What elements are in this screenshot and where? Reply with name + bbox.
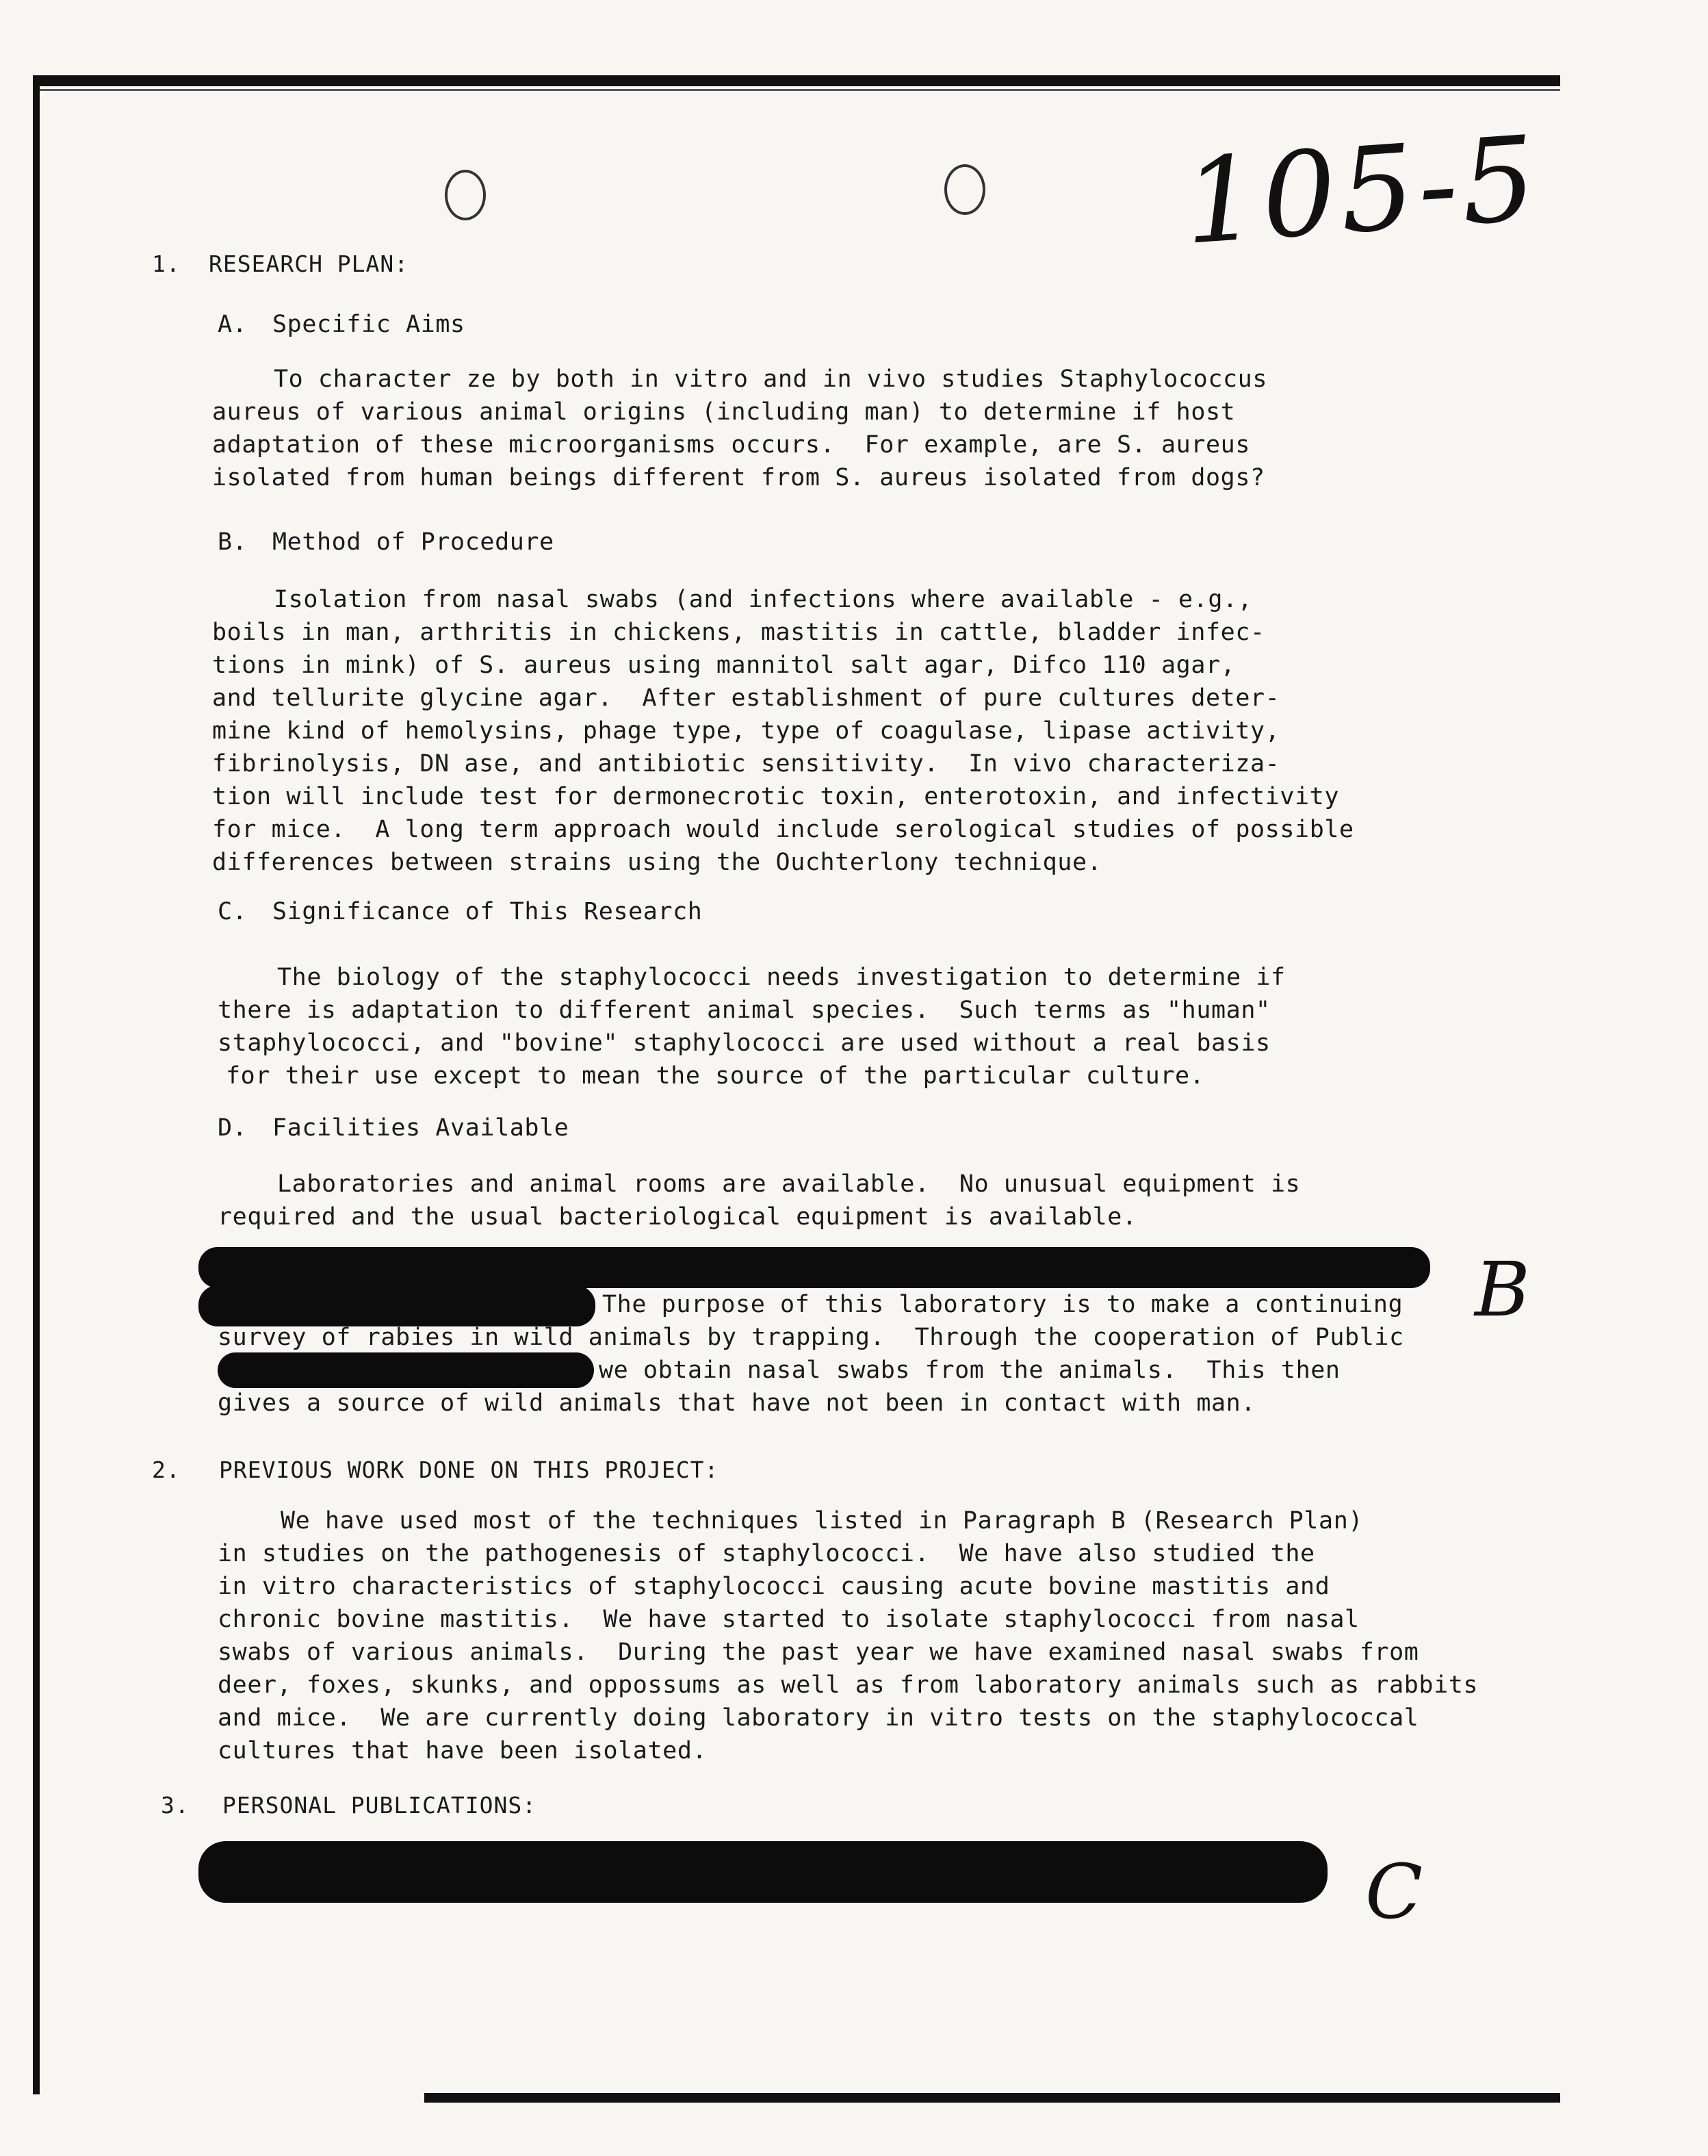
section-2-line: in vitro characteristics of staphylococci causing acute bovine mastitis and xyxy=(218,1573,1330,1600)
paragraph-d-line: required and the usual bacteriological equipment is available. xyxy=(218,1203,1137,1231)
section-2-line: and mice. We are currently doing laboratory in vitro tests on the staphylococcal xyxy=(218,1704,1419,1732)
section-2-line: cultures that have been isolated. xyxy=(218,1737,708,1764)
subsection-d-title: Facilities Available xyxy=(272,1114,569,1142)
paragraph-b-line: tion will include test for dermonecrotic toxin, enterotoxin, and infectivity xyxy=(212,783,1340,810)
paragraph-c-line: there is adaptation to different animal species. Such terms as "human" xyxy=(218,997,1271,1024)
subsection-a-title: Specific Aims xyxy=(272,311,465,338)
section-2-line: in studies on the pathogenesis of staphylococci. We have also studied the xyxy=(218,1540,1315,1567)
paragraph-a-line: adaptation of these microorganisms occurs. For example, are S. aureus xyxy=(212,431,1251,459)
paragraph-c-line: The biology of the staphylococci needs investigation to determine if xyxy=(277,964,1286,991)
section-2-line: deer, foxes, skunks, and oppossums as well as from laboratory animals such as rabbits xyxy=(218,1671,1479,1699)
section-2-title: PREVIOUS WORK DONE ON THIS PROJECT: xyxy=(219,1456,719,1483)
paragraph-b-line: and tellurite glycine agar. After establishment of pure cultures deter- xyxy=(212,684,1280,712)
redacted-paragraph-line: gives a source of wild animals that have not been in contact with man. xyxy=(218,1389,1256,1417)
redaction-block xyxy=(198,1247,1430,1288)
paragraph-b-line: Isolation from nasal swabs (and infections where available - e.g., xyxy=(274,586,1253,613)
redacted-paragraph-line: survey of rabies in wild animals by trapping. Through the cooperation of Public xyxy=(218,1324,1404,1351)
punch-hole-right xyxy=(944,164,985,215)
section-1-title: RESEARCH PLAN: xyxy=(209,251,409,277)
subsection-c-title: Significance of This Research xyxy=(272,898,703,925)
section-3-number: 3. xyxy=(161,1792,190,1819)
punch-hole-left xyxy=(445,170,486,220)
section-2-line: swabs of various animals. During the past year we have examined nasal swabs from xyxy=(218,1639,1419,1666)
redaction-block xyxy=(218,1352,594,1388)
paragraph-b-line: differences between strains using the Ouchterlony technique. xyxy=(212,849,1102,876)
section-2-line: chronic bovine mastitis. We have started to isolate staphylococci from nasal xyxy=(218,1606,1360,1633)
subsection-d-label: D. xyxy=(218,1114,248,1142)
section-3-title: PERSONAL PUBLICATIONS: xyxy=(222,1792,537,1819)
scan-border-left xyxy=(33,75,40,2094)
handwritten-mark-b: B xyxy=(1475,1246,1530,1333)
scan-border-bottom xyxy=(424,2093,1560,2103)
paragraph-b-line: tions in mink) of S. aureus using mannitol salt agar, Difco 110 agar, xyxy=(212,652,1236,679)
paragraph-a-line: aureus of various animal origins (including man) to determine if host xyxy=(212,398,1236,426)
scan-border-top xyxy=(33,75,1560,86)
redaction-block xyxy=(198,1841,1328,1903)
handwritten-page-number: 105-5 xyxy=(1179,111,1544,271)
paragraph-d-line: Laboratories and animal rooms are available. No unusual equipment is xyxy=(277,1170,1301,1198)
paragraph-a-line: isolated from human beings different from S. aureus isolated from dogs? xyxy=(212,464,1265,491)
scan-border-top-thin xyxy=(33,89,1560,91)
paragraph-b-line: for mice. A long term approach would include serological studies of possible xyxy=(212,816,1354,843)
paragraph-b-line: mine kind of hemolysins, phage type, type of coagulase, lipase activity, xyxy=(212,717,1280,745)
handwritten-mark-c: C xyxy=(1365,1848,1423,1936)
redacted-paragraph-line: we obtain nasal swabs from the animals. This then xyxy=(599,1357,1341,1384)
subsection-a-label: A. xyxy=(218,311,248,338)
subsection-b-title: Method of Procedure xyxy=(272,528,554,556)
subsection-c-label: C. xyxy=(218,898,248,925)
paragraph-c-line: for their use except to mean the source of the particular culture. xyxy=(226,1062,1205,1090)
redacted-paragraph-line: The purpose of this laboratory is to make a continuing xyxy=(602,1291,1403,1318)
section-2-line: We have used most of the techniques listed in Paragraph B (Research Plan) xyxy=(281,1507,1364,1535)
section-1-number: 1. xyxy=(152,251,181,277)
redaction-block xyxy=(198,1285,595,1326)
paragraph-c-line: staphylococci, and "bovine" staphylococci are used without a real basis xyxy=(218,1029,1271,1057)
paragraph-a-line: To character ze by both in vitro and in vivo studies Staphylococcus xyxy=(274,365,1268,393)
paragraph-b-line: boils in man, arthritis in chickens, mastitis in cattle, bladder infec- xyxy=(212,619,1265,646)
section-2-number: 2. xyxy=(152,1456,181,1483)
paragraph-b-line: fibrinolysis, DN ase, and antibiotic sensitivity. In vivo characteriza- xyxy=(212,750,1280,778)
subsection-b-label: B. xyxy=(218,528,248,556)
